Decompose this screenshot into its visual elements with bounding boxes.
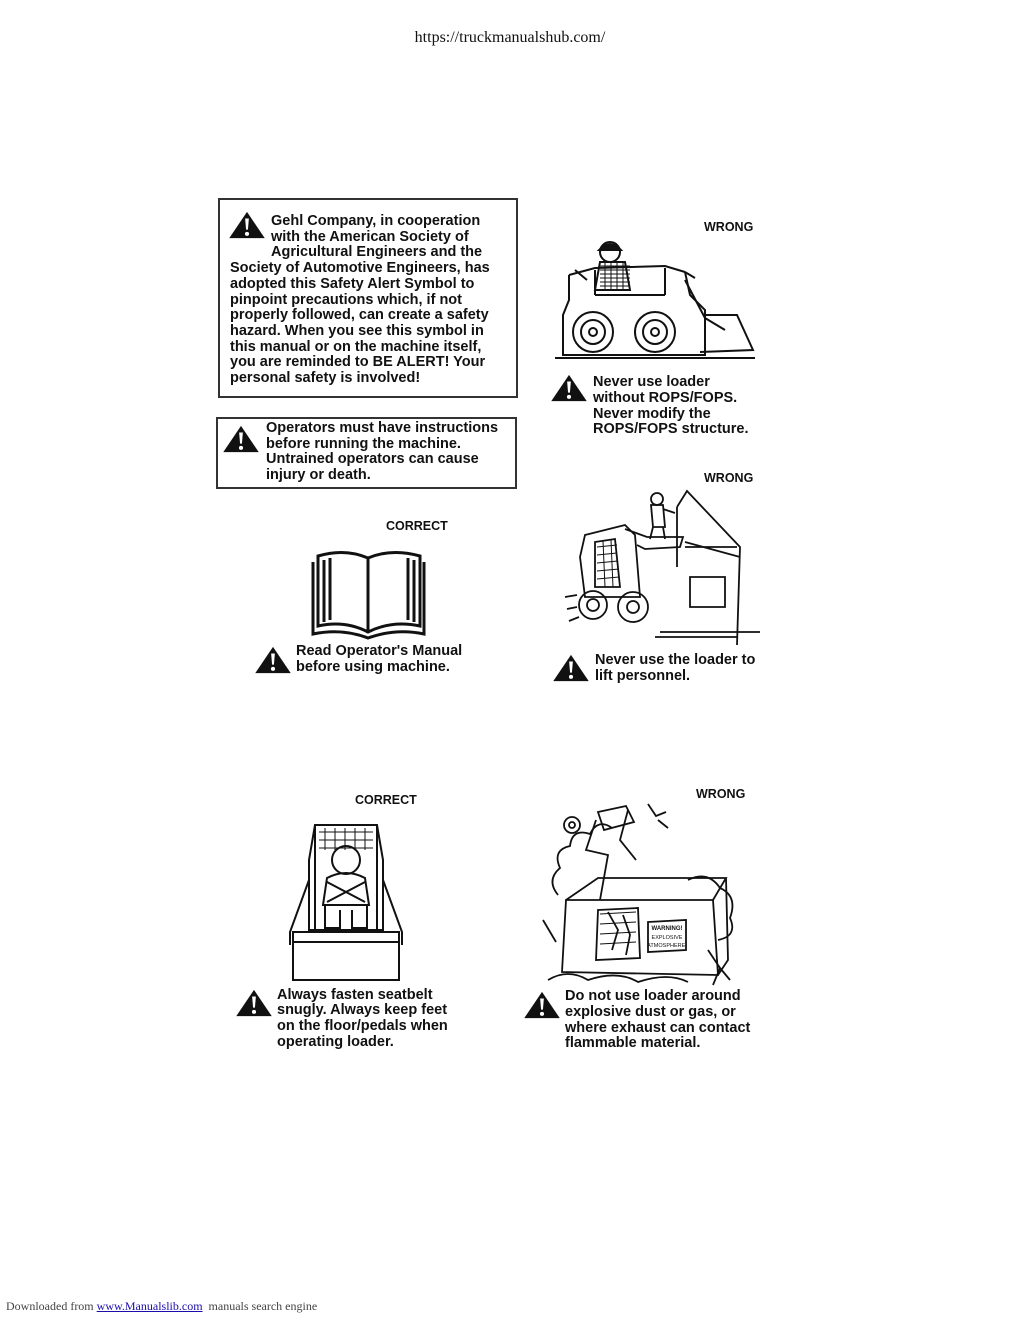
lift-line-1: Never use the loader to xyxy=(595,652,756,668)
seatbelt-line-3: on the floor/pedals when xyxy=(277,1018,448,1034)
manual-line-1: Read Operator's Manual xyxy=(296,643,463,659)
seatbelt-correct-label: CORRECT xyxy=(355,793,417,807)
explosion-line-2: explosive dust or gas, or xyxy=(565,1004,736,1020)
open-book-illustration xyxy=(310,548,427,638)
safety-line-8: hazard. When you see this symbol in xyxy=(230,323,484,339)
manual-line-2: before using machine. xyxy=(296,659,450,675)
explosion-wrong-label: WRONG xyxy=(696,787,746,801)
safety-line-7: properly followed, can create a safety xyxy=(230,307,489,323)
sign-line-1: WARNING! xyxy=(651,926,683,932)
explosion-illustration xyxy=(538,800,746,988)
safety-line-1: Gehl Company, in cooperation xyxy=(271,213,481,229)
lift-wrong-label: WRONG xyxy=(704,471,754,485)
seatbelt-line-1: Always fasten seatbelt xyxy=(277,987,433,1003)
safety-line-4: Society of Automotive Engineers, has xyxy=(230,260,490,276)
explosion-line-1: Do not use loader around xyxy=(565,988,741,1004)
skid-steer-no-rops-illustration xyxy=(555,240,760,365)
rops-line-2: without ROPS/FOPS. xyxy=(593,390,738,406)
seatbelt-line-4: operating loader. xyxy=(277,1034,394,1050)
seatbelt-alert-icon xyxy=(235,989,273,1017)
footer-suffix: manuals search engine xyxy=(202,1299,318,1313)
safety-line-11: personal safety is involved! xyxy=(230,370,421,386)
download-footer xyxy=(6,1299,317,1314)
rops-alert-icon xyxy=(550,374,588,402)
seatbelt-line-2: snugly. Always keep feet xyxy=(277,1002,448,1018)
sign-line-2: EXPLOSIVE xyxy=(651,935,683,941)
source-url: https://truckmanualshub.com/ xyxy=(414,29,606,46)
sign-line-3: ATMOSPHERE! xyxy=(647,943,687,949)
rops-line-4: ROPS/FOPS structure. xyxy=(593,421,749,437)
manual-alert-icon xyxy=(254,646,292,674)
operators-line-2: before running the machine. xyxy=(266,436,461,452)
explosion-alert-icon xyxy=(523,991,561,1019)
safety-line-2: with the American Society of xyxy=(271,229,469,245)
loader-lifting-person-illustration xyxy=(565,487,765,645)
rops-line-1: Never use loader xyxy=(593,374,710,390)
manualslib-link[interactable]: www.Manualslib.com xyxy=(96,1299,203,1313)
operators-line-3: Untrained operators can cause xyxy=(266,451,479,467)
safety-line-5: adopted this Safety Alert Symbol to xyxy=(230,276,475,292)
safety-line-6: pinpoint precautions which, if not xyxy=(230,292,462,308)
safety-line-9: this manual or on the machine itself, xyxy=(230,339,482,355)
lift-line-2: lift personnel. xyxy=(595,668,691,684)
explosion-line-3: where exhaust can contact xyxy=(565,1020,751,1036)
safety-line-10: you are reminded to BE ALERT! Your xyxy=(230,354,486,370)
explosion-line-4: flammable material. xyxy=(565,1035,701,1051)
rops-line-3: Never modify the xyxy=(593,406,711,422)
lift-alert-icon xyxy=(552,654,590,682)
operators-line-1: Operators must have instructions xyxy=(266,420,499,436)
operators-line-4: injury or death. xyxy=(266,467,371,483)
operator-seatbelt-illustration xyxy=(285,820,407,982)
manual-correct-label: CORRECT xyxy=(386,519,448,533)
footer-prefix: Downloaded from xyxy=(6,1299,97,1313)
safety-line-3: Agricultural Engineers and the xyxy=(271,244,483,260)
operators-alert-icon xyxy=(222,425,260,453)
rops-wrong-label: WRONG xyxy=(704,220,754,234)
safety-alert-icon xyxy=(228,211,266,239)
